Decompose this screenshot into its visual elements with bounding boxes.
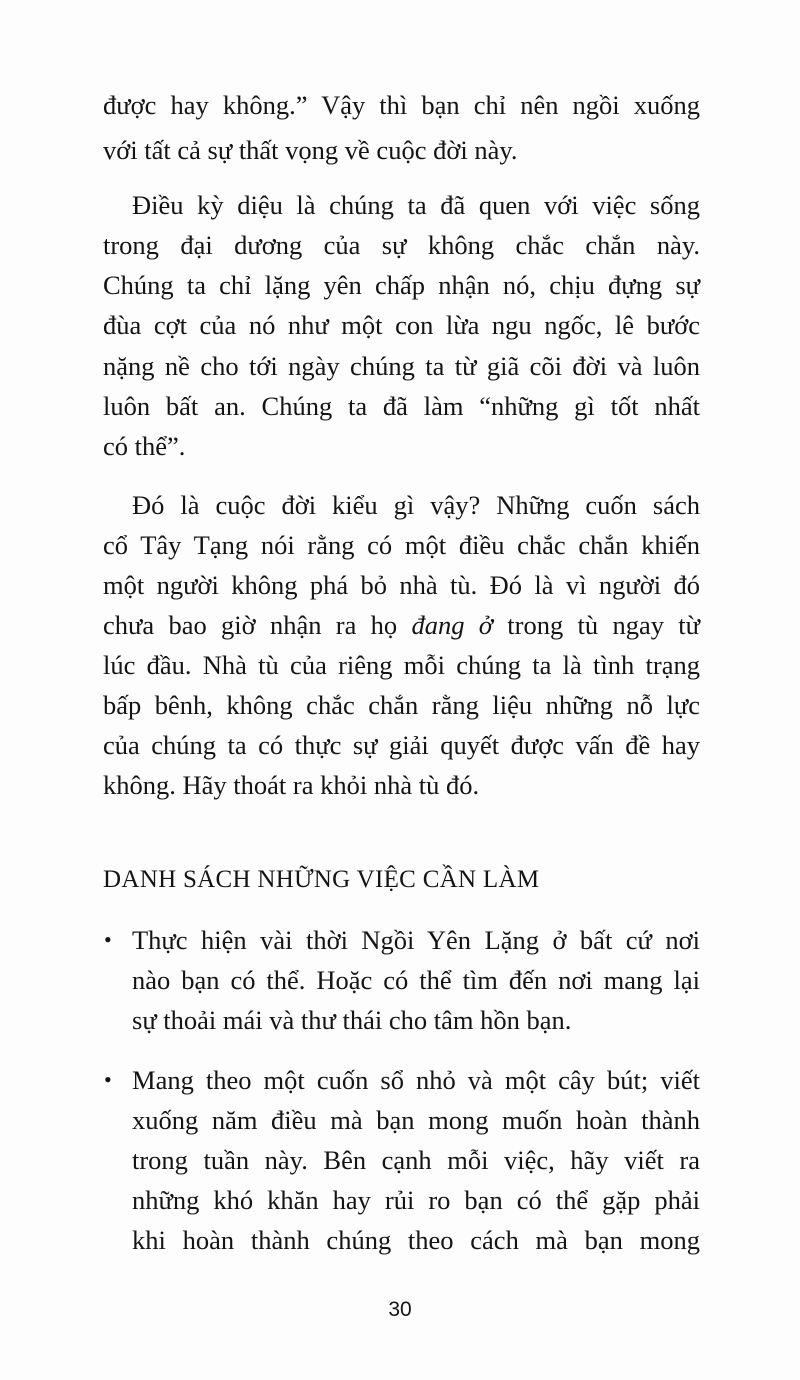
text-line: xuống năm điều mà bạn mong muốn hoàn thành [132, 1105, 700, 1135]
text-line: được hay không.” Vậy thì bạn chỉ nên ngồi xuống [103, 90, 700, 120]
text-line: Điều kỳ diệu là chúng ta đã quen với việc sống [132, 190, 700, 220]
bullet-icon: • [104, 927, 112, 952]
text-segment: chưa bao giờ nhận ra họ [103, 610, 412, 640]
bullet-icon: • [104, 1067, 112, 1092]
text-line: bấp bênh, không chắc chắn rằng liệu những nỗ lực [103, 690, 700, 720]
text-line: không. Hãy thoát ra khỏi nhà tù đó. [103, 770, 480, 800]
text-segment: trong tù ngay từ [492, 610, 701, 640]
text-line: khi hoàn thành chúng theo cách mà bạn mong [132, 1225, 700, 1255]
text-line: đùa cợt của nó như một con lừa ngu ngốc, lê bước [103, 310, 700, 340]
text-line: nào bạn có thể. Hoặc có thể tìm đến nơi mang lại [132, 965, 700, 995]
text-line: những khó khăn hay rủi ro bạn có thể gặp phải [132, 1185, 700, 1215]
text-line: của chúng ta có thực sự giải quyết được vấn đề hay [103, 730, 700, 760]
text-line: nặng nề cho tới ngày chúng ta từ giã cõi đời và luôn [103, 351, 700, 381]
text-line: Chúng ta chỉ lặng yên chấp nhận nó, chịu đựng sự [103, 270, 700, 300]
text-line: có thể”. [103, 431, 186, 461]
text-line: trong đại dương của sự không chắc chắn này. [103, 230, 700, 260]
text-line: Mang theo một cuốn sổ nhỏ và một cây bút; viết [132, 1065, 700, 1095]
text-line: Đó là cuộc đời kiểu gì vậy? Những cuốn sách [132, 490, 700, 520]
section-heading: DANH SÁCH NHỮNG VIỆC CẦN LÀM [103, 866, 540, 893]
text-line: với tất cả sự thất vọng về cuộc đời này. [103, 135, 518, 165]
text-line: Thực hiện vài thời Ngồi Yên Lặng ở bất cứ nơi [132, 925, 700, 955]
text-line: sự thoải mái và thư thái cho tâm hồn bạn. [132, 1005, 572, 1035]
text-line: một người không phá bỏ nhà tù. Đó là vì người đó [103, 570, 700, 600]
text-line [103, 605, 700, 645]
text-line: lúc đầu. Nhà tù của riêng mỗi chúng ta là tình trạng [103, 650, 700, 680]
italic-text: đang ở [411, 610, 493, 640]
text-line: cổ Tây Tạng nói rằng có một điều chắc chắn khiến [103, 530, 700, 560]
text-line: trong tuần này. Bên cạnh mỗi việc, hãy viết ra [132, 1145, 700, 1175]
page-number: 30 [388, 1298, 412, 1321]
text-line: luôn bất an. Chúng ta đã làm “những gì tốt nhất [103, 391, 700, 421]
